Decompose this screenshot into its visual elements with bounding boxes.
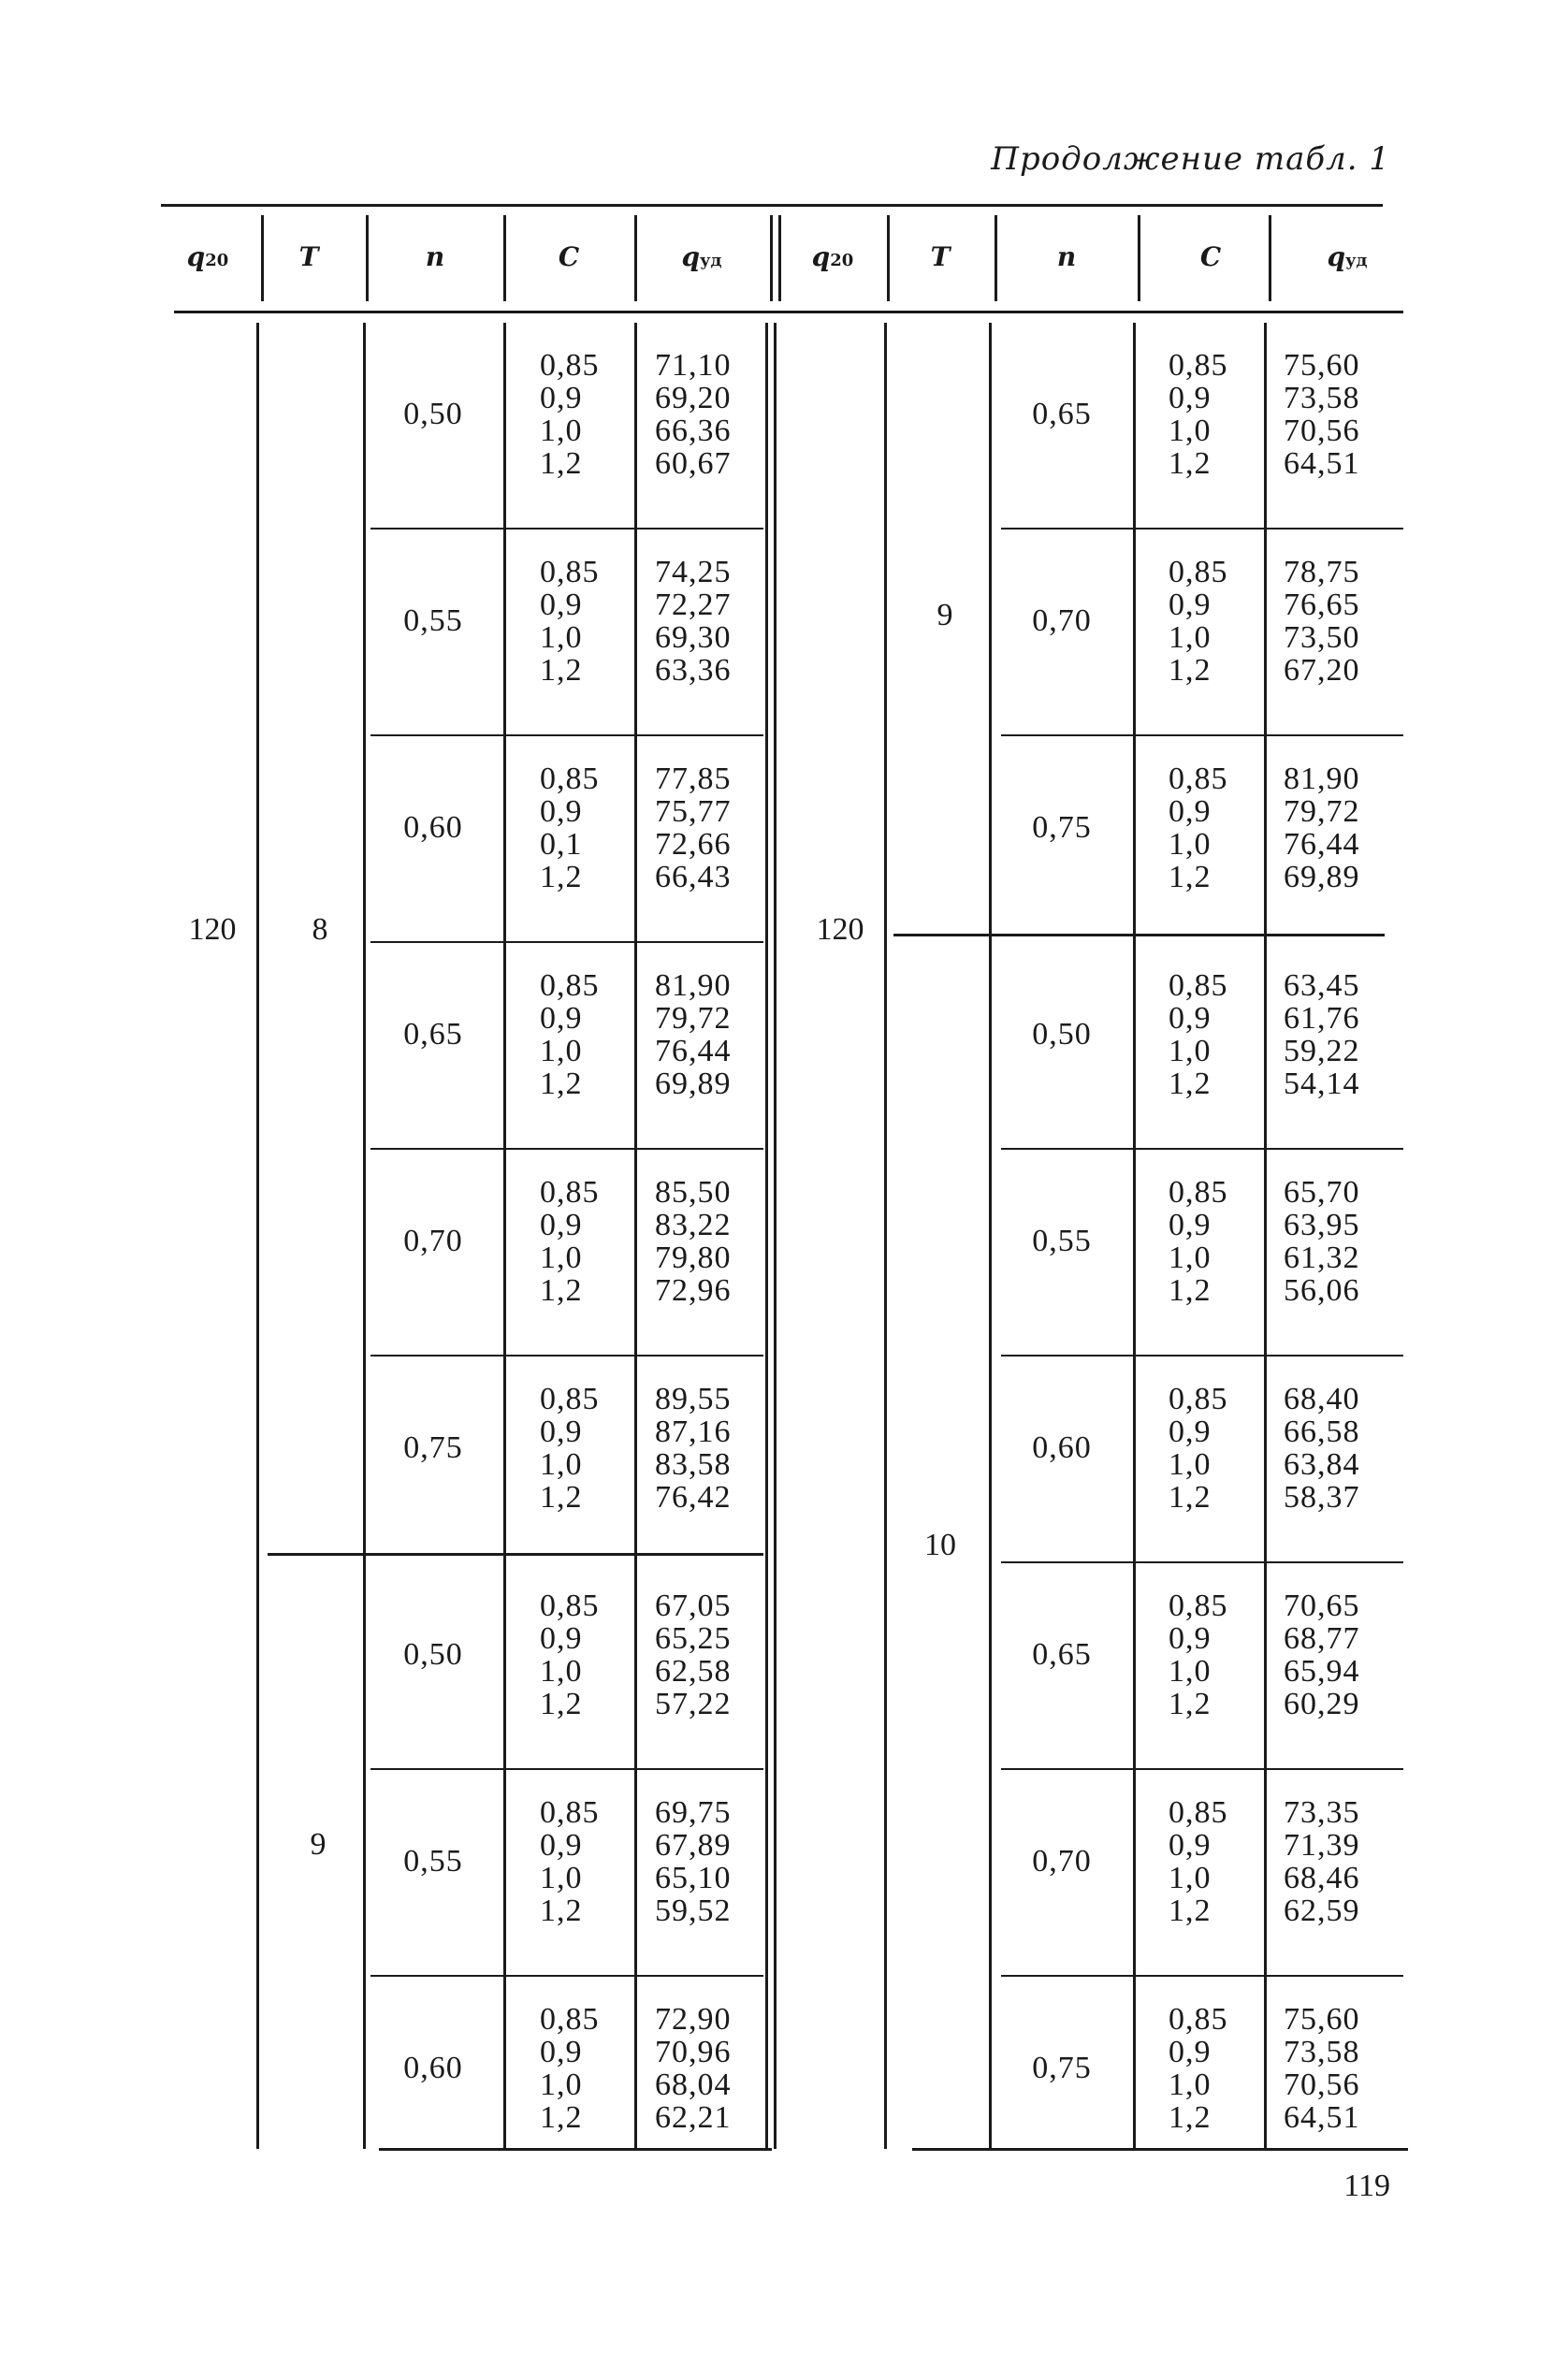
q-value: 63,84 xyxy=(1284,1447,1360,1482)
header-divider xyxy=(1138,215,1140,301)
q-value: 70,56 xyxy=(1284,2068,1360,2102)
c-values xyxy=(1169,1589,1228,1720)
n-value: 0,65 xyxy=(403,1017,463,1052)
q-value: 79,80 xyxy=(655,1241,732,1275)
q-values xyxy=(655,762,732,893)
c-value: 0,85 xyxy=(540,762,600,796)
q-value: 68,46 xyxy=(1284,1861,1360,1895)
q-value: 61,76 xyxy=(1284,1001,1360,1036)
q-values xyxy=(1284,349,1360,480)
n-value: 0,70 xyxy=(1032,1844,1092,1879)
header-q20-right: q20 xyxy=(811,241,854,272)
c-value: 1,2 xyxy=(540,446,583,481)
q-values xyxy=(655,1383,732,1514)
c-value: 0,9 xyxy=(1169,1208,1212,1242)
c-value: 1,2 xyxy=(1169,1893,1212,1928)
column-divider xyxy=(884,323,887,2149)
q-value: 74,25 xyxy=(655,555,732,589)
c-values xyxy=(540,1383,600,1514)
n-value: 0,75 xyxy=(1032,2051,1092,2085)
q-value: 66,43 xyxy=(655,860,732,894)
c-value: 1,2 xyxy=(1169,653,1212,688)
column-divider xyxy=(989,323,992,2149)
header-divider xyxy=(366,215,369,301)
c-value: 0,85 xyxy=(540,1795,600,1830)
c-values xyxy=(540,1589,600,1720)
c-value: 1,0 xyxy=(1169,1654,1212,1689)
q-value: 79,72 xyxy=(655,1001,732,1036)
q-value: 72,90 xyxy=(655,2002,732,2037)
c-value: 1,2 xyxy=(540,1480,583,1515)
c-value: 1,0 xyxy=(1169,827,1212,862)
c-value: 0,9 xyxy=(1169,2035,1212,2069)
c-values xyxy=(540,1176,600,1307)
q-value: 69,89 xyxy=(1284,860,1360,894)
c-value: 1,2 xyxy=(540,1273,583,1308)
q-value: 64,51 xyxy=(1284,446,1360,481)
column-divider xyxy=(774,323,777,2149)
c-value: 0,9 xyxy=(1169,1415,1212,1449)
row-separator xyxy=(1001,528,1403,530)
c-value: 0,85 xyxy=(1169,348,1228,383)
c-value: 0,9 xyxy=(1169,588,1212,622)
c-values xyxy=(1169,556,1228,687)
q-value: 77,85 xyxy=(655,762,732,796)
q-value: 66,36 xyxy=(655,414,732,448)
q-value: 58,37 xyxy=(1284,1480,1360,1515)
c-value: 0,85 xyxy=(1169,1382,1228,1416)
header-divider xyxy=(503,215,506,301)
c-value: 0,85 xyxy=(540,1589,600,1623)
q-values xyxy=(1284,762,1360,893)
c-value: 0,9 xyxy=(540,1208,583,1242)
header-divider xyxy=(778,215,781,301)
header-divider xyxy=(887,215,890,301)
q-value: 57,22 xyxy=(655,1687,732,1721)
header-divider xyxy=(995,215,997,301)
c-value: 1,2 xyxy=(540,860,583,894)
top-rule xyxy=(161,204,1383,207)
c-values xyxy=(540,969,600,1100)
c-value: 1,0 xyxy=(540,2068,583,2102)
n-value: 0,75 xyxy=(403,1430,463,1465)
q-value: 76,65 xyxy=(1284,588,1360,622)
n-value: 0,65 xyxy=(1032,1637,1092,1672)
q-values xyxy=(1284,2003,1360,2134)
q-value: 69,20 xyxy=(655,381,732,415)
t-group-separator xyxy=(893,934,1385,936)
n-value: 0,50 xyxy=(1032,1017,1092,1052)
c-value: 1,0 xyxy=(1169,1034,1212,1068)
c-values xyxy=(540,762,600,893)
c-value: 1,0 xyxy=(1169,620,1212,655)
q-value: 72,66 xyxy=(655,827,732,862)
header-C-left: C xyxy=(558,241,580,272)
q-value: 75,60 xyxy=(1284,2002,1360,2037)
row-separator xyxy=(1001,1975,1403,1977)
q-value: 56,06 xyxy=(1284,1273,1360,1308)
row-separator xyxy=(370,734,763,736)
q-value: 71,39 xyxy=(1284,1828,1360,1863)
q-value: 63,45 xyxy=(1284,968,1360,1003)
c-value: 1,0 xyxy=(1169,414,1212,448)
row-separator xyxy=(370,1768,763,1770)
c-value: 0,9 xyxy=(540,2035,583,2069)
c-value: 1,0 xyxy=(1169,1241,1212,1275)
c-value: 0,85 xyxy=(1169,2002,1228,2037)
c-values xyxy=(1169,349,1228,480)
header-qud-left: qуд xyxy=(681,241,722,272)
q-value: 73,50 xyxy=(1284,620,1360,655)
bottom-rule-right xyxy=(912,2148,1408,2151)
n-value: 0,75 xyxy=(1032,810,1092,845)
c-value: 1,0 xyxy=(1169,2068,1212,2102)
header-rule xyxy=(174,311,1403,313)
column-divider xyxy=(765,323,768,2149)
c-value: 0,85 xyxy=(1169,1589,1228,1623)
row-separator xyxy=(1001,1148,1403,1150)
c-value: 0,9 xyxy=(540,1415,583,1449)
header-T-left: T xyxy=(298,241,319,272)
q-values xyxy=(655,1796,732,1927)
q-values xyxy=(1284,1383,1360,1514)
q-value: 61,32 xyxy=(1284,1241,1360,1275)
c-value: 0,9 xyxy=(540,1828,583,1863)
q-values xyxy=(655,349,732,480)
q-value: 68,04 xyxy=(655,2068,732,2102)
t-value: 9 xyxy=(310,1827,327,1862)
c-value: 0,85 xyxy=(1169,968,1228,1003)
c-value: 1,2 xyxy=(1169,446,1212,481)
n-value: 0,50 xyxy=(403,1637,463,1672)
c-values xyxy=(1169,1176,1228,1307)
q-value: 60,67 xyxy=(655,446,732,481)
q-value: 76,42 xyxy=(655,1480,732,1515)
c-value: 1,2 xyxy=(540,1066,583,1101)
n-value: 0,55 xyxy=(403,603,463,638)
q-value: 81,90 xyxy=(1284,762,1360,796)
q-value: 73,35 xyxy=(1284,1795,1360,1830)
q-value: 62,59 xyxy=(1284,1893,1360,1928)
header-divider xyxy=(1269,215,1271,301)
header-divider xyxy=(770,215,773,301)
c-value: 1,2 xyxy=(1169,1687,1212,1721)
q-value: 76,44 xyxy=(1284,827,1360,862)
q-value: 81,90 xyxy=(655,968,732,1003)
q-value: 67,05 xyxy=(655,1589,732,1623)
c-value: 0,9 xyxy=(540,1001,583,1036)
q-value: 83,22 xyxy=(655,1208,732,1242)
c-value: 1,0 xyxy=(540,620,583,655)
c-values xyxy=(540,2003,600,2134)
q-value: 72,96 xyxy=(655,1273,732,1308)
c-values xyxy=(540,349,600,480)
c-value: 0,1 xyxy=(540,827,583,862)
q-value: 69,89 xyxy=(655,1066,732,1101)
q-value: 76,44 xyxy=(655,1034,732,1068)
q-value: 70,65 xyxy=(1284,1589,1360,1623)
n-value: 0,70 xyxy=(403,1224,463,1258)
header-qud-right: qуд xyxy=(1327,241,1368,272)
q-value: 67,89 xyxy=(655,1828,732,1863)
c-values xyxy=(1169,762,1228,893)
column-divider xyxy=(634,323,637,2149)
header-n-left: n xyxy=(425,241,445,272)
q-value: 65,70 xyxy=(1284,1175,1360,1210)
c-value: 0,85 xyxy=(540,1382,600,1416)
c-value: 1,2 xyxy=(540,2100,583,2135)
q-value: 73,58 xyxy=(1284,2035,1360,2069)
c-value: 1,2 xyxy=(1169,1480,1212,1515)
q-value: 75,77 xyxy=(655,794,732,829)
q-values xyxy=(655,969,732,1100)
q-values xyxy=(1284,1589,1360,1720)
header-divider xyxy=(261,215,264,301)
q-value: 70,96 xyxy=(655,2035,732,2069)
q-value: 68,77 xyxy=(1284,1621,1360,1656)
header-C-right: C xyxy=(1199,241,1222,272)
c-value: 1,0 xyxy=(540,414,583,448)
q-value: 83,58 xyxy=(655,1447,732,1482)
c-values xyxy=(1169,1383,1228,1514)
q-value: 65,10 xyxy=(655,1861,732,1895)
c-values xyxy=(540,556,600,687)
t-value: 9 xyxy=(936,598,953,632)
c-value: 1,2 xyxy=(1169,1273,1212,1308)
q20-value-right: 120 xyxy=(816,912,864,947)
c-value: 0,85 xyxy=(540,1175,600,1210)
c-value: 1,2 xyxy=(1169,860,1212,894)
q-values xyxy=(655,1589,732,1720)
q-value: 59,22 xyxy=(1284,1034,1360,1068)
table-caption: Продолжение табл. 1 xyxy=(991,140,1390,178)
c-value: 0,85 xyxy=(1169,555,1228,589)
row-separator xyxy=(370,1355,763,1357)
c-value: 0,85 xyxy=(1169,1795,1228,1830)
column-divider xyxy=(256,323,259,2149)
q-value: 87,16 xyxy=(655,1415,732,1449)
c-value: 0,9 xyxy=(1169,794,1212,829)
q-value: 65,94 xyxy=(1284,1654,1360,1689)
c-value: 0,85 xyxy=(1169,762,1228,796)
c-value: 1,0 xyxy=(540,1241,583,1275)
c-value: 1,2 xyxy=(540,1687,583,1721)
c-values xyxy=(540,1796,600,1927)
n-value: 0,50 xyxy=(403,397,463,431)
q-values xyxy=(655,2003,732,2134)
c-value: 1,0 xyxy=(540,1654,583,1689)
header-q20-left: q20 xyxy=(186,241,229,272)
header-T-right: T xyxy=(930,241,951,272)
bottom-rule-left xyxy=(379,2148,772,2151)
c-value: 0,9 xyxy=(540,794,583,829)
c-value: 1,0 xyxy=(540,1447,583,1482)
row-separator xyxy=(1001,1768,1403,1770)
q-value: 66,58 xyxy=(1284,1415,1360,1449)
c-value: 1,0 xyxy=(540,1034,583,1068)
q-value: 54,14 xyxy=(1284,1066,1360,1101)
q-values xyxy=(655,1176,732,1307)
c-value: 0,9 xyxy=(1169,1828,1212,1863)
q-value: 79,72 xyxy=(1284,794,1360,829)
q-values xyxy=(655,556,732,687)
c-value: 0,85 xyxy=(540,968,600,1003)
c-value: 1,2 xyxy=(1169,2100,1212,2135)
column-divider xyxy=(503,323,506,2149)
c-value: 0,9 xyxy=(1169,381,1212,415)
c-value: 0,85 xyxy=(540,2002,600,2037)
row-separator xyxy=(370,941,763,943)
q-value: 71,10 xyxy=(655,348,732,383)
q-value: 62,21 xyxy=(655,2100,732,2135)
c-value: 0,9 xyxy=(540,588,583,622)
c-value: 0,9 xyxy=(1169,1621,1212,1656)
q-value: 67,20 xyxy=(1284,653,1360,688)
c-value: 0,9 xyxy=(540,381,583,415)
q-value: 60,29 xyxy=(1284,1687,1360,1721)
q-value: 72,27 xyxy=(655,588,732,622)
c-value: 1,2 xyxy=(540,1893,583,1928)
row-separator xyxy=(1001,734,1403,736)
q-values xyxy=(1284,1796,1360,1927)
n-value: 0,60 xyxy=(403,810,463,845)
c-value: 1,2 xyxy=(540,653,583,688)
q-value: 62,58 xyxy=(655,1654,732,1689)
q-value: 73,58 xyxy=(1284,381,1360,415)
n-value: 0,60 xyxy=(1032,1430,1092,1465)
q-value: 63,95 xyxy=(1284,1208,1360,1242)
q-value: 69,30 xyxy=(655,620,732,655)
c-value: 1,0 xyxy=(1169,1447,1212,1482)
q-value: 63,36 xyxy=(655,653,732,688)
q-value: 69,75 xyxy=(655,1795,732,1830)
q-values xyxy=(1284,969,1360,1100)
t-value: 10 xyxy=(924,1528,956,1562)
page-number: 119 xyxy=(1343,2169,1390,2203)
c-values xyxy=(1169,969,1228,1100)
q-value: 70,56 xyxy=(1284,414,1360,448)
n-value: 0,60 xyxy=(403,2051,463,2085)
column-divider xyxy=(363,323,366,2149)
t-group-separator xyxy=(268,1553,763,1556)
t-value: 8 xyxy=(312,912,328,947)
column-divider xyxy=(1133,323,1136,2149)
c-value: 0,9 xyxy=(540,1621,583,1656)
n-value: 0,55 xyxy=(403,1844,463,1879)
c-value: 0,85 xyxy=(540,555,600,589)
q-value: 68,40 xyxy=(1284,1382,1360,1416)
row-separator xyxy=(370,1148,763,1150)
q20-value-left: 120 xyxy=(188,912,237,947)
row-separator xyxy=(370,1975,763,1977)
q-value: 85,50 xyxy=(655,1175,732,1210)
c-value: 1,0 xyxy=(540,1861,583,1895)
row-separator xyxy=(370,528,763,530)
q-values xyxy=(1284,556,1360,687)
c-value: 0,9 xyxy=(1169,1001,1212,1036)
q-value: 75,60 xyxy=(1284,348,1360,383)
c-values xyxy=(1169,2003,1228,2134)
c-value: 1,2 xyxy=(1169,1066,1212,1101)
q-value: 64,51 xyxy=(1284,2100,1360,2135)
n-value: 0,70 xyxy=(1032,603,1092,638)
c-values xyxy=(1169,1796,1228,1927)
header-divider xyxy=(634,215,637,301)
row-separator xyxy=(1001,1355,1403,1357)
q-value: 65,25 xyxy=(655,1621,732,1656)
c-value: 1,0 xyxy=(1169,1861,1212,1895)
q-values xyxy=(1284,1176,1360,1307)
q-value: 59,52 xyxy=(655,1893,732,1928)
c-value: 0,85 xyxy=(540,348,600,383)
column-divider xyxy=(1264,323,1267,2149)
c-value: 0,85 xyxy=(1169,1175,1228,1210)
n-value: 0,55 xyxy=(1032,1224,1092,1258)
header-n-right: n xyxy=(1056,241,1077,272)
row-separator xyxy=(1001,1561,1403,1563)
n-value: 0,65 xyxy=(1032,397,1092,431)
q-value: 89,55 xyxy=(655,1382,732,1416)
q-value: 78,75 xyxy=(1284,555,1360,589)
